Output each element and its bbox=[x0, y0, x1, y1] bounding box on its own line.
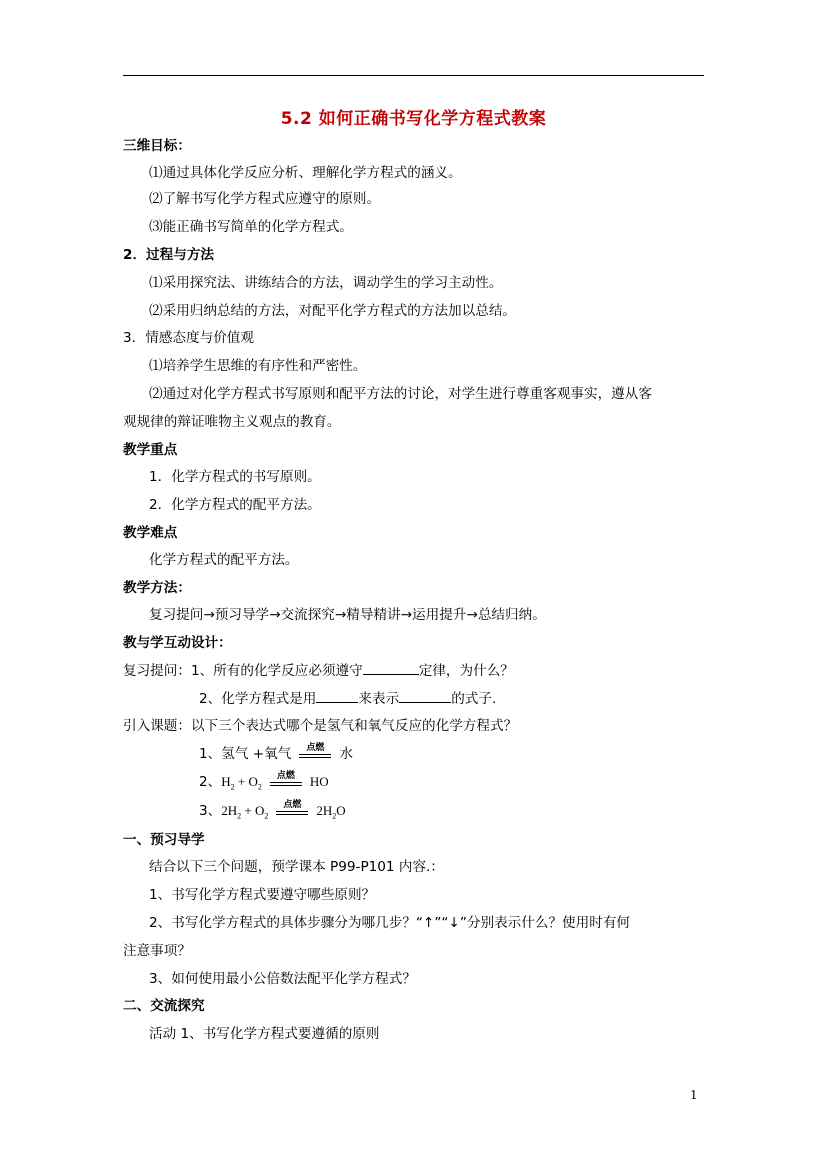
heading-method: 教学方法： bbox=[123, 580, 191, 596]
heading-process: 2．过程与方法 bbox=[123, 247, 215, 263]
equation-3: 3、$2H_2 + O_2$ 点燃 $2H_2O$ bbox=[199, 800, 346, 821]
focus-item-2: 2．化学方程式的配平方法。 bbox=[149, 497, 321, 513]
process-item-1: ⑴采用探究法、讲练结合的方法，调动学生的学习主动性。 bbox=[149, 275, 503, 291]
explore-activity-1: 活动 1、书写化学方程式要遵循的原则 bbox=[149, 1026, 380, 1042]
review-question-1: 复习提问：1、所有的化学反应必须遵守 定律，为什么？ bbox=[123, 663, 514, 679]
preview-question-1: 1、书写化学方程式要遵守哪些原则？ bbox=[149, 887, 376, 903]
intro-question: 引入课题：以下三个表达式哪个是氢气和氧气反应的化学方程式？ bbox=[123, 718, 518, 734]
difficult-text: 化学方程式的配平方法。 bbox=[149, 552, 299, 568]
goal-item-2: ⑵了解书写化学方程式应遵守的原则。 bbox=[149, 191, 381, 207]
heading-design: 教与学互动设计： bbox=[123, 635, 232, 651]
attitude-item-1: ⑴培养学生思维的有序性和严密性。 bbox=[149, 358, 367, 374]
attitude-item-2: ⑵通过对化学方程式书写原则和配平方法的讨论，对学生进行尊重客观事实，遵从客 bbox=[149, 386, 652, 402]
reaction-condition: 点燃 bbox=[272, 802, 312, 820]
equation-2: 2、$H_2 + O_2$ 点燃 HO bbox=[199, 771, 329, 792]
preview-intro: 结合以下三个问题，预学课本 P99-P101 内容.： bbox=[149, 859, 445, 875]
preview-question-3: 3、如何使用最小公倍数法配平化学方程式？ bbox=[149, 971, 416, 987]
heading-focus: 教学重点 bbox=[123, 442, 178, 458]
reaction-condition: 点燃 bbox=[266, 773, 306, 791]
page-title: 5.2 如何正确书写化学方程式教案 bbox=[280, 109, 547, 129]
goal-item-1: ⑴通过具体化学反应分析、理解化学方程式的涵义。 bbox=[149, 165, 462, 181]
heading-preview: 一、预习导学 bbox=[123, 832, 205, 848]
attitude-item-2-cont: 观规律的辩证唯物主义观点的教育。 bbox=[123, 414, 341, 430]
focus-item-1: 1．化学方程式的书写原则。 bbox=[149, 469, 321, 485]
goal-item-3: ⑶能正确书写简单的化学方程式。 bbox=[149, 219, 353, 235]
fill-blank[interactable] bbox=[399, 689, 451, 703]
preview-question-2-cont: 注意事项？ bbox=[123, 943, 191, 959]
heading-difficult: 教学难点 bbox=[123, 525, 178, 541]
heading-explore: 二、交流探究 bbox=[123, 998, 205, 1014]
preview-question-2: 2、书写化学方程式的具体步骤分为哪几步？“↑”“↓”分别表示什么？使用时有何 bbox=[149, 915, 631, 931]
equation-1: 1、氢气 +氧气 点燃 水 bbox=[199, 743, 353, 762]
page-number: 1 bbox=[690, 1088, 698, 1102]
heading-goals: 三维目标： bbox=[123, 138, 191, 154]
heading-attitude: 3．情感态度与价值观 bbox=[123, 330, 254, 346]
fill-blank[interactable] bbox=[316, 689, 358, 703]
header-rule bbox=[123, 75, 704, 76]
reaction-condition: 点燃 bbox=[295, 745, 335, 763]
process-item-2: ⑵采用归纳总结的方法，对配平化学方程式的方法加以总结。 bbox=[149, 303, 517, 319]
review-question-2: 2、化学方程式是用 来表示 的式子. bbox=[199, 691, 497, 707]
fill-blank[interactable] bbox=[363, 661, 419, 675]
method-text: 复习提问→预习导学→交流探究→精导精讲→运用提升→总结归纳。 bbox=[149, 607, 546, 623]
